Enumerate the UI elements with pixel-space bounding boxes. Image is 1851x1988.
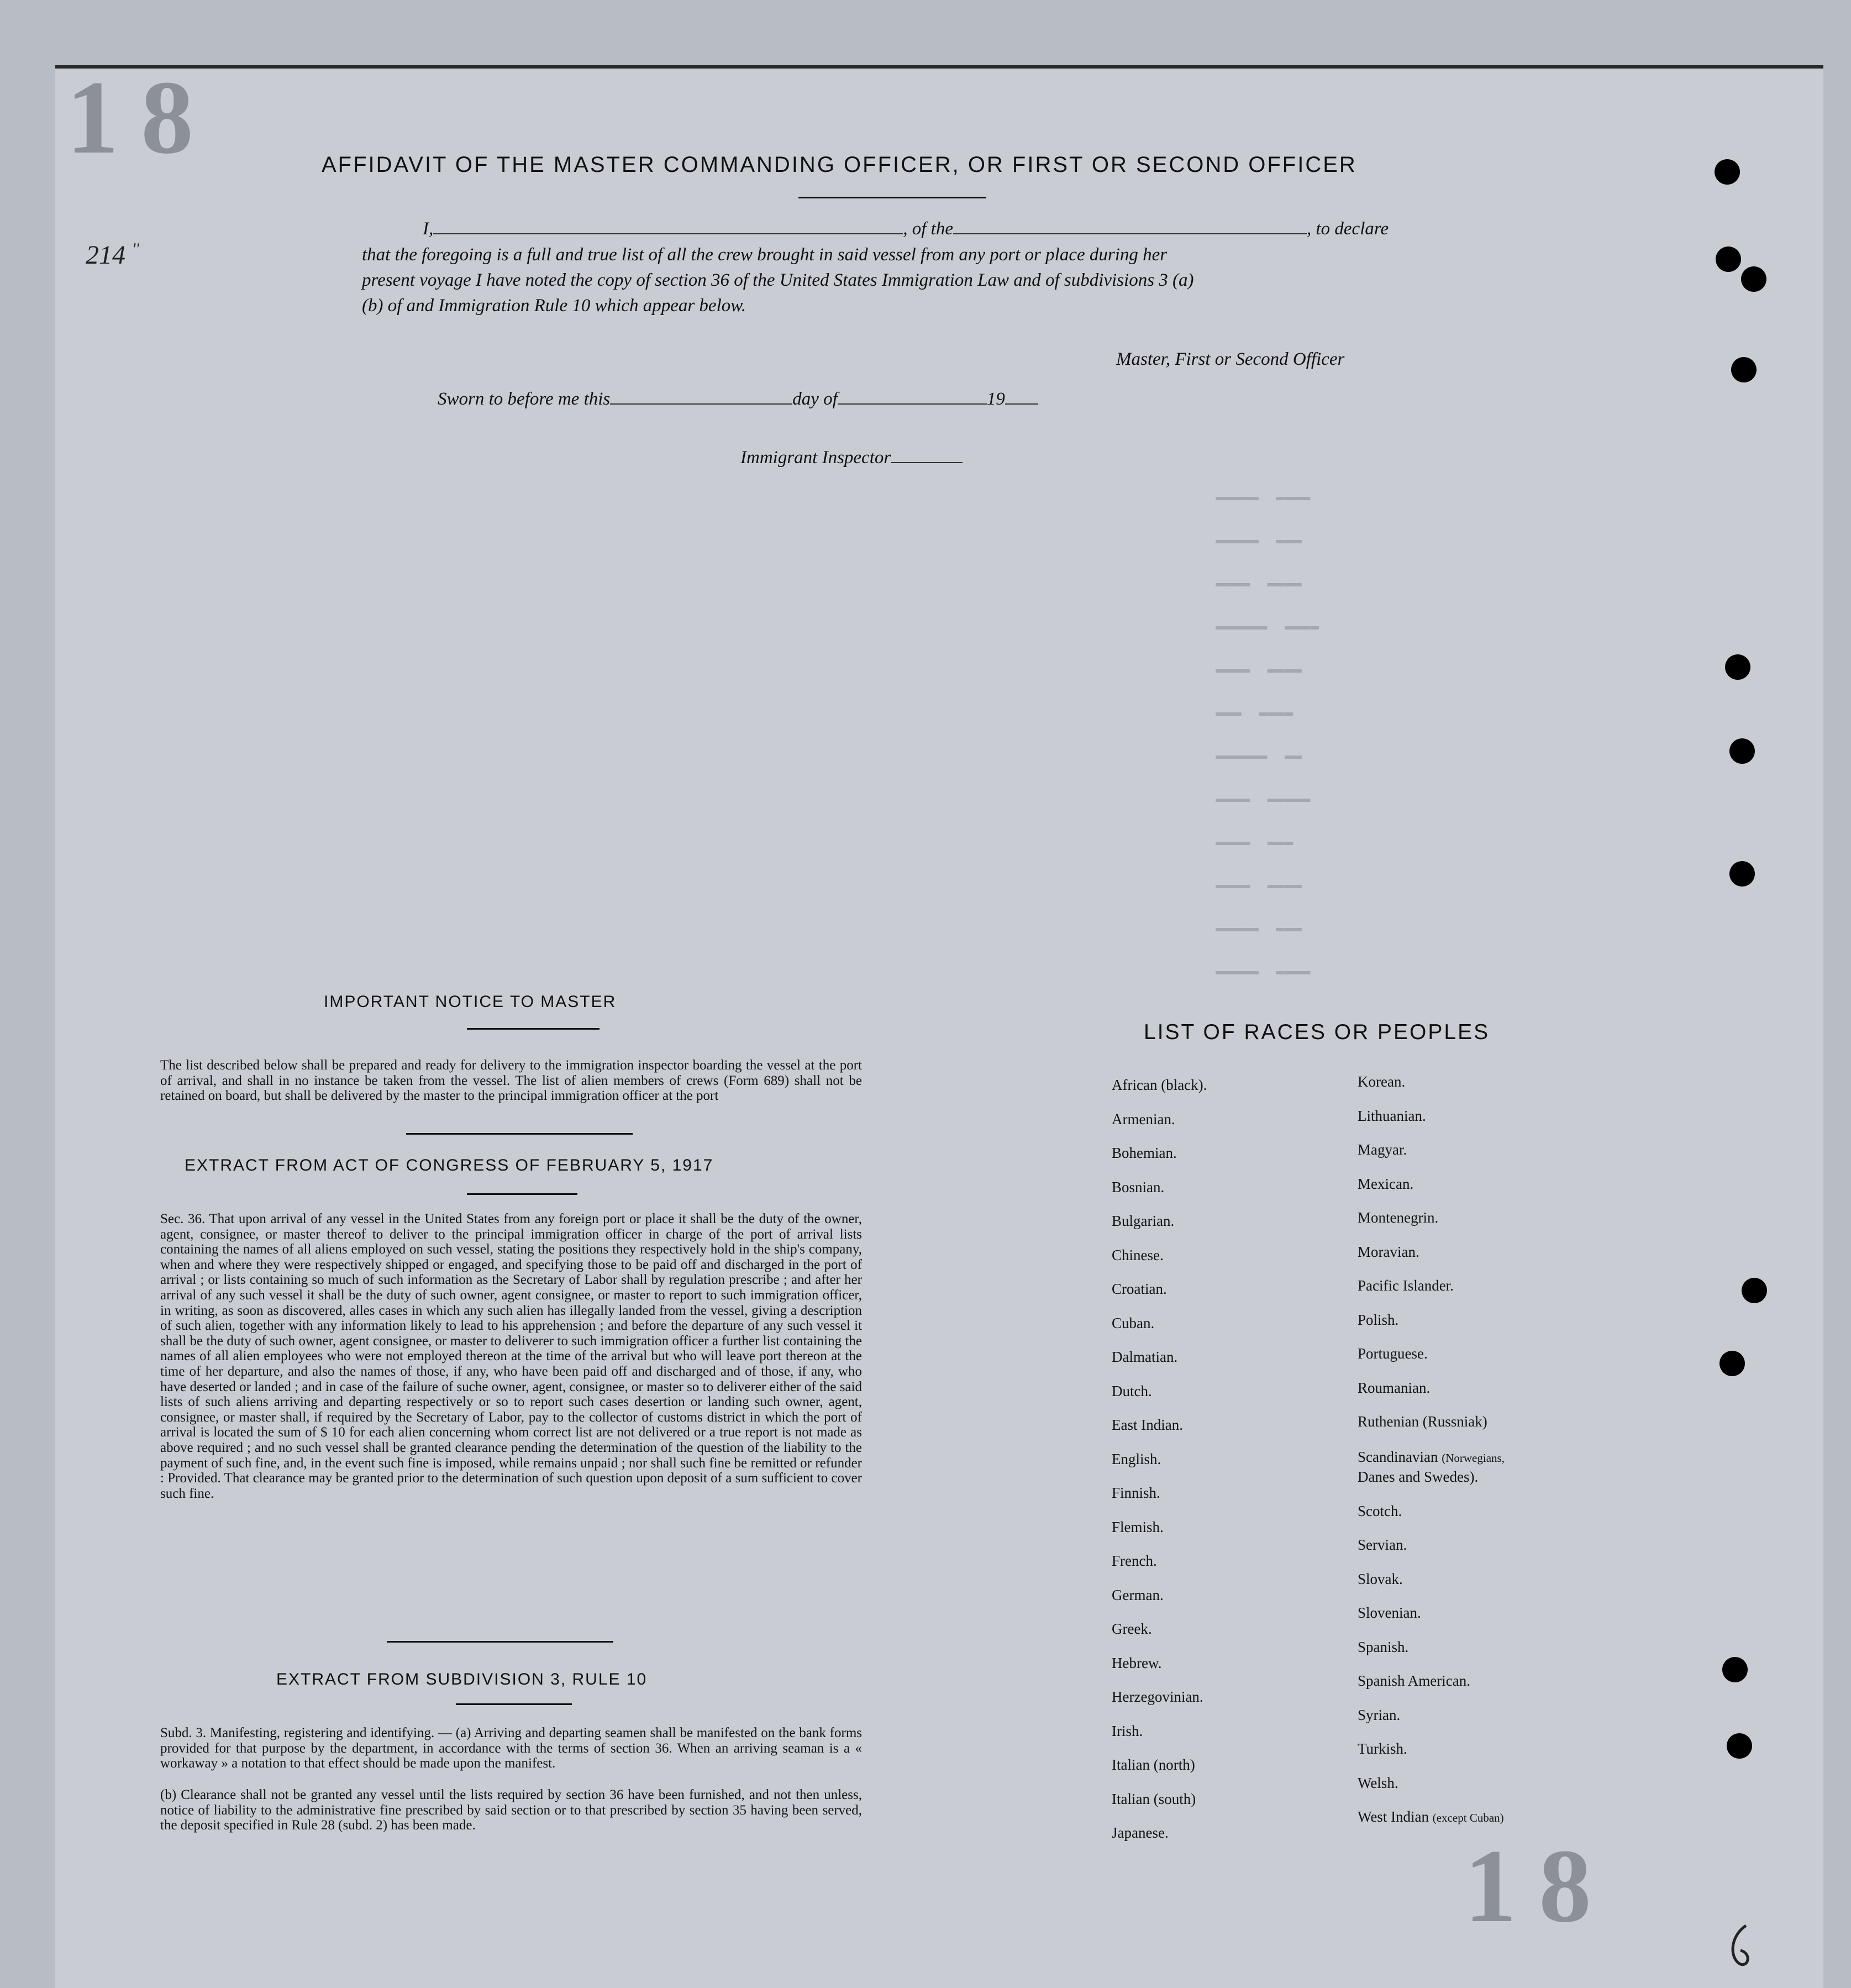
- sworn-month-blank[interactable]: [838, 403, 987, 405]
- extract-act-rule: [467, 1193, 577, 1195]
- affidavit-heading: AFFIDAVIT OF THE MASTER COMMANDING OFFICER, OR FIRST OR SECOND OFFICER: [322, 153, 1357, 177]
- inspector-blank[interactable]: [891, 462, 963, 463]
- punch-hole: [1729, 738, 1755, 764]
- affidavit-line-2: that the foregoing is a full and true list of all the crew brought in said vessel from any port or place during her: [362, 245, 1168, 265]
- race-item: Spanish.: [1358, 1638, 1409, 1655]
- punch-hole: [1729, 861, 1755, 887]
- race-note: (Norwegians,: [1442, 1451, 1505, 1465]
- notice-heading: IMPORTANT NOTICE TO MASTER: [324, 993, 617, 1011]
- punch-hole: [1719, 1351, 1745, 1376]
- margin-note: [86, 240, 139, 270]
- races-right-column: [1358, 1073, 1505, 1843]
- affidavit-to-declare: , to declare: [1306, 219, 1389, 239]
- race-item: Syrian.: [1358, 1706, 1401, 1723]
- race-item: African (black).: [1112, 1077, 1207, 1093]
- race-item: Irish.: [1112, 1722, 1143, 1739]
- race-item: Bulgarian.: [1112, 1213, 1175, 1229]
- affidavit-line-1: [423, 219, 1389, 239]
- race-item: Slovak.: [1358, 1570, 1403, 1587]
- sworn-year-blank[interactable]: [1005, 403, 1038, 405]
- race-item: Slovenian.: [1358, 1604, 1421, 1621]
- sworn-line: [438, 389, 1038, 410]
- inspector-line: [740, 448, 963, 468]
- document-page: 18 18 214 '' ▬▬▬▬▬ ▬▬▬▬ ▬▬▬▬▬ ▬▬▬ ▬▬▬▬ ▬▬▬▬ ▬▬▬▬▬▬ ▬▬▬▬ ▬▬▬▬ ▬▬▬▬ ▬▬▬ ▬▬▬▬ ▬▬▬▬▬▬ ▬▬ ▬▬▬▬ ▬▬▬▬▬ ▬▬▬▬ ▬▬▬ ▬▬▬▬ ▬▬▬▬ ▬▬▬▬▬ ▬▬▬ ▬▬▬▬▬ ▬▬▬▬ AFFIDAVIT OF THE MASTER COMMANDING OFFICER, OR FIRST OR SECOND OFFICER I, , of the , to declare that the foregoing is a full and true list of all the crew brought in said vessel from any port or place during her present voyage I have noted the copy of section 36 of the United States Immigration Law and of subdivisions 3 (a) (b) of and Immigration Rule 10 which appear below. Master, First or Second Officer Sworn to before me this day of 19 Immigrant Inspector IMPORTANT NOTICE TO MASTER The list described below shall be prepared and ready for delivery to the immigration inspector boarding the vessel at the port of arrival, and shall in no instance be taken from the vessel. The list of alien members of crews (Form 689) shall not be retained on board, but shall be delivered by the master to the principal immigration officer at the port EXTRACT FROM ACT OF CONGRESS OF FEBRUARY 5, 1917 Sec. 36. That upon arrival of any vessel in the United States from any foreign port or place it shall be the duty of the owner, agent, consignee, or master thereof to deliver to the principal immigration officer in charge of the port of arrival lists containing the names of all aliens employed on such vessel, stating the positions they respectively hold in the ship's company, when and where they were respectively shipped or engaged, and specifying those to be paid off and discharged in the port of arrival ; or lists containing so much of such information as the Secretary of Labor shall by regulation prescribe ; and after her arrival of any such vessel it shall be the duty of such owner, agent consignee, or master to report to such immigration officer, in writing, as soon as discovered, alles cases in which any such alien has illegally landed from the vessel, giving a description of such alien, together with any information likely to lead to his apprehension ; and before the departure of any such vessel it shall be the duty of such owner, agent consignee, or master to deliverer to such immigration officer a further list containing the names of all alien employees who were not employed thereon at the time of the arrival but who will leave port thereon at the time of her departure, and also the names of those, if any, who have been paid off and discharged and of those, if any, who have deserted or landed ; and in case of the failure of suche owner, agent, consignee, or master so to deliverer either of the said lists of such aliens arriving and departing respectively or so to report such cases desertion or landing such owner, agent, consignee, or master shall, if required by the Secretary of Labor, pay to the collector of customs district in which the port of arrival is located the sum of $ 10 for each alien concerning whom correct list are not delivered or a true report is not made as above required ; and no such vessel shall be granted clearance pending the determination of the question of the liability to the payment of such fine, and, in the event such fine is imposed, while remains unpaid ; nor shall such fine be remitted or refunder : Provided. That clearance may be granted prior to the determination of such question upon deposit of a sum sufficient to cover such fine. EXTRACT FROM SUBDIVISION 3, RULE 10 Subd. 3. Manifesting, registering and identifying. — (a) Arriving and departing seamen shall be manifested on the bank forms provided for that purpose by the department, in accordance with the terms of section 36. When an arriving seaman is a « workaway » a notation to that effect should be made upon the manifest. (b) Clearance shall not be granted any vessel until the lists required by section 36 have been furnished, and not then unless, notice of liability to the administrative fine prescribed by said section or to that prescribed by section 35 having been served, the deposit specified in Rule 28 (subd. 2) has been made. LIST OF RACES OR PEOPLES African (black). Armenian. Bohemian. Bosnian. Bulgarian. Chinese. Croatian. Cuban. Dalmatian. Dutch. East Indian. English. Finnish. Flemish. French. German. Greek. Hebrew. Herzegovinian. Irish. Italian (north) Italian (south) Japanese. Korean. Lithuanian. Magyar. Mexican. Montenegrin. Moravian. Pacific Islander. Polish. Portuguese. Roumanian. Ruthenian (Russniak) Scandinavian (Norwegians, Danes and Swedes). Scotch. Servian. Slovak. Slovenian. Spanish. Spanish American. Syrian. Turkish. Welsh. West Indian (except Cuban): [55, 65, 1823, 1988]
- rule-text-b: (b) Clearance shall not be granted any vessel until the lists required by section 36 have been furnished, and not then unless, notice of liability to the administrative fine prescribed by said section or to that prescribed by section 35 having been served, the deposit specified in Rule 28 (subd. 2) has been made.: [160, 1787, 862, 1833]
- race-item: Roumanian.: [1358, 1379, 1431, 1396]
- affidavit-i: I,: [423, 219, 434, 239]
- vessel-name-blank[interactable]: [953, 233, 1307, 234]
- act-text: Sec. 36. That upon arrival of any vessel in the United States from any foreign port or place it shall be the duty of the owner, agent, consignee, or master thereof to deliver to the principal immigration officer in charge of the port of arrival lists containing the names of all aliens employed on such vessel, stating the positions they respectively hold in the ship's company, when and where they were respectively shipped or engaged, and specifying those to be paid off and discharged in the port of arrival ; or lists containing so much of such information as the Secretary of Labor shall by regulation prescribe ; and after her arrival of any such vessel it shall be the duty of such owner, agent consignee, or master to report to such immigration officer, in writing, as soon as discovered, alles cases in which any such alien has illegally landed from the vessel, giving a description of such alien, together with any information likely to lead to his apprehension ; and before the departure of any such vessel it shall be the duty of such owner, agent consignee, or master to deliverer to such immigration officer a further list containing the names of all alien employees who were not employed thereon at the time of the arrival but who will leave port thereon at the time of her departure, and also the names of those, if any, who have been paid off and discharged and of those, if any, who have deserted or landed ; and in case of the failure of suche owner, agent, consignee, or master so to deliverer either of the said lists of such aliens arriving and departing respectively or so to report such cases desertion or landing such owner, agent, consignee, or master shall, if required by the Secretary of Labor, pay to the collector of customs district in which the port of arrival is located the sum of $ 10 for each alien concerning whom correct list are not delivered or a true report is not made as above required ; and no such vessel shall be granted clearance pending the determination of the question of the liability to the payment of such fine, and, in the event such fine is imposed, while remains unpaid ; nor shall such fine be remitted or refunder : Provided. That clearance may be granted prior to the determination of such question upon deposit of a sum sufficient to cover such fine.: [160, 1211, 862, 1501]
- extract-act-heading: EXTRACT FROM ACT OF CONGRESS OF FEBRUARY 5, 1917: [185, 1156, 714, 1174]
- race-item: Hebrew.: [1112, 1654, 1162, 1671]
- bleed-mark-bottom: 18: [1464, 1828, 1613, 1944]
- notice-text: The list described below shall be prepared and ready for delivery to the immigration inspector boarding the vessel at the port of arrival, and shall in no instance be taken from the vessel. The list of alien members of crews (Form 689) shall not be retained on board, but shall be delivered by the master to the principal immigration officer at the port: [160, 1058, 862, 1104]
- race-item: Mexican.: [1358, 1175, 1414, 1192]
- year-label: 19: [986, 389, 1005, 409]
- race-item: German.: [1112, 1586, 1164, 1603]
- day-of-label: day of: [792, 389, 838, 409]
- punch-hole: [1742, 1278, 1767, 1303]
- master-name-blank[interactable]: [433, 233, 903, 234]
- race-item: Dalmatian.: [1112, 1349, 1178, 1365]
- margin-note-number: 214: [86, 240, 125, 270]
- race-item: Moravian.: [1358, 1243, 1419, 1260]
- race-item: Dutch.: [1112, 1382, 1152, 1399]
- race-note-line2: Danes and Swedes).: [1358, 1468, 1479, 1485]
- affidavit-heading-rule: [798, 197, 986, 198]
- race-item: Lithuanian.: [1358, 1107, 1426, 1124]
- rule-text-a: Subd. 3. Manifesting, registering and identifying. — (a) Arriving and departing seamen shall be manifested on the bank forms provided for that purpose by the department, in accordance with the terms of section 36. When an arriving seaman is a « workaway » a notation to that effect should be made upon the manifest.: [160, 1725, 862, 1771]
- corner-handwritten-mark: [1724, 1920, 1757, 1970]
- race-item: Italian (north): [1112, 1756, 1195, 1773]
- extract-rule-heading: EXTRACT FROM SUBDIVISION 3, RULE 10: [276, 1670, 648, 1688]
- punch-hole: [1725, 654, 1750, 680]
- race-item: West Indian: [1358, 1808, 1429, 1825]
- race-item: East Indian.: [1112, 1417, 1183, 1433]
- extract-rule-rule: [456, 1703, 572, 1705]
- notice-rule: [467, 1028, 600, 1030]
- punch-hole: [1722, 1657, 1748, 1682]
- race-item: Japanese.: [1112, 1824, 1169, 1841]
- race-item: Chinese.: [1112, 1246, 1164, 1263]
- race-note: (except Cuban): [1432, 1811, 1504, 1824]
- race-item: Armenian.: [1112, 1110, 1175, 1127]
- punch-hole: [1741, 266, 1766, 292]
- sworn-day-blank[interactable]: [610, 403, 792, 405]
- race-item: English.: [1112, 1450, 1161, 1467]
- races-heading: LIST OF RACES OR PEOPLES: [1144, 1020, 1490, 1044]
- race-item: Bohemian.: [1112, 1145, 1177, 1161]
- punch-hole: [1731, 357, 1757, 382]
- race-item: Magyar.: [1358, 1141, 1407, 1158]
- punch-hole: [1727, 1733, 1752, 1759]
- race-item: Montenegrin.: [1358, 1209, 1439, 1226]
- race-item: Finnish.: [1112, 1485, 1160, 1501]
- race-item: Herzegovinian.: [1112, 1688, 1203, 1705]
- races-left-column: [1112, 1077, 1207, 1859]
- race-item: Ruthenian (Russniak): [1358, 1413, 1487, 1430]
- race-item: French.: [1112, 1552, 1157, 1569]
- race-item: Flemish.: [1112, 1518, 1164, 1535]
- race-item: Scotch.: [1358, 1502, 1402, 1519]
- race-item: Welsh.: [1358, 1774, 1398, 1791]
- race-item: Italian (south): [1112, 1790, 1196, 1807]
- notice-bottom-rule: [406, 1133, 633, 1135]
- race-item: Pacific Islander.: [1358, 1277, 1454, 1294]
- race-item: Scandinavian: [1358, 1448, 1438, 1465]
- race-item-scandinavian: [1358, 1447, 1505, 1503]
- punch-hole: [1716, 246, 1741, 272]
- affidavit-line-4: (b) of and Immigration Rule 10 which appear below.: [362, 296, 746, 316]
- race-item: Greek.: [1112, 1620, 1152, 1637]
- race-item: Servian.: [1358, 1536, 1407, 1553]
- punch-hole: [1715, 159, 1740, 185]
- race-item: Portuguese.: [1358, 1345, 1428, 1362]
- margin-note-tick: '': [132, 240, 139, 258]
- inspector-label: Immigrant Inspector: [740, 448, 891, 468]
- race-item: Korean.: [1358, 1073, 1406, 1090]
- race-item-west-indian: [1358, 1808, 1505, 1843]
- race-item: Spanish American.: [1358, 1672, 1470, 1689]
- race-item: Croatian.: [1112, 1281, 1167, 1297]
- race-item: Cuban.: [1112, 1314, 1155, 1331]
- act-bottom-rule: [387, 1641, 613, 1643]
- affidavit-of-the: , of the: [903, 219, 953, 239]
- race-item: Bosnian.: [1112, 1178, 1165, 1195]
- affidavit-line-3: present voyage I have noted the copy of section 36 of the United States Immigration Law and of subdivisions 3 (a): [362, 270, 1194, 290]
- race-item: Polish.: [1358, 1311, 1399, 1328]
- sworn-label: Sworn to before me this: [438, 389, 611, 409]
- race-item: Turkish.: [1358, 1740, 1407, 1757]
- master-signature-label: Master, First or Second Officer: [1116, 349, 1345, 369]
- bleed-mark-top: 18: [66, 65, 215, 176]
